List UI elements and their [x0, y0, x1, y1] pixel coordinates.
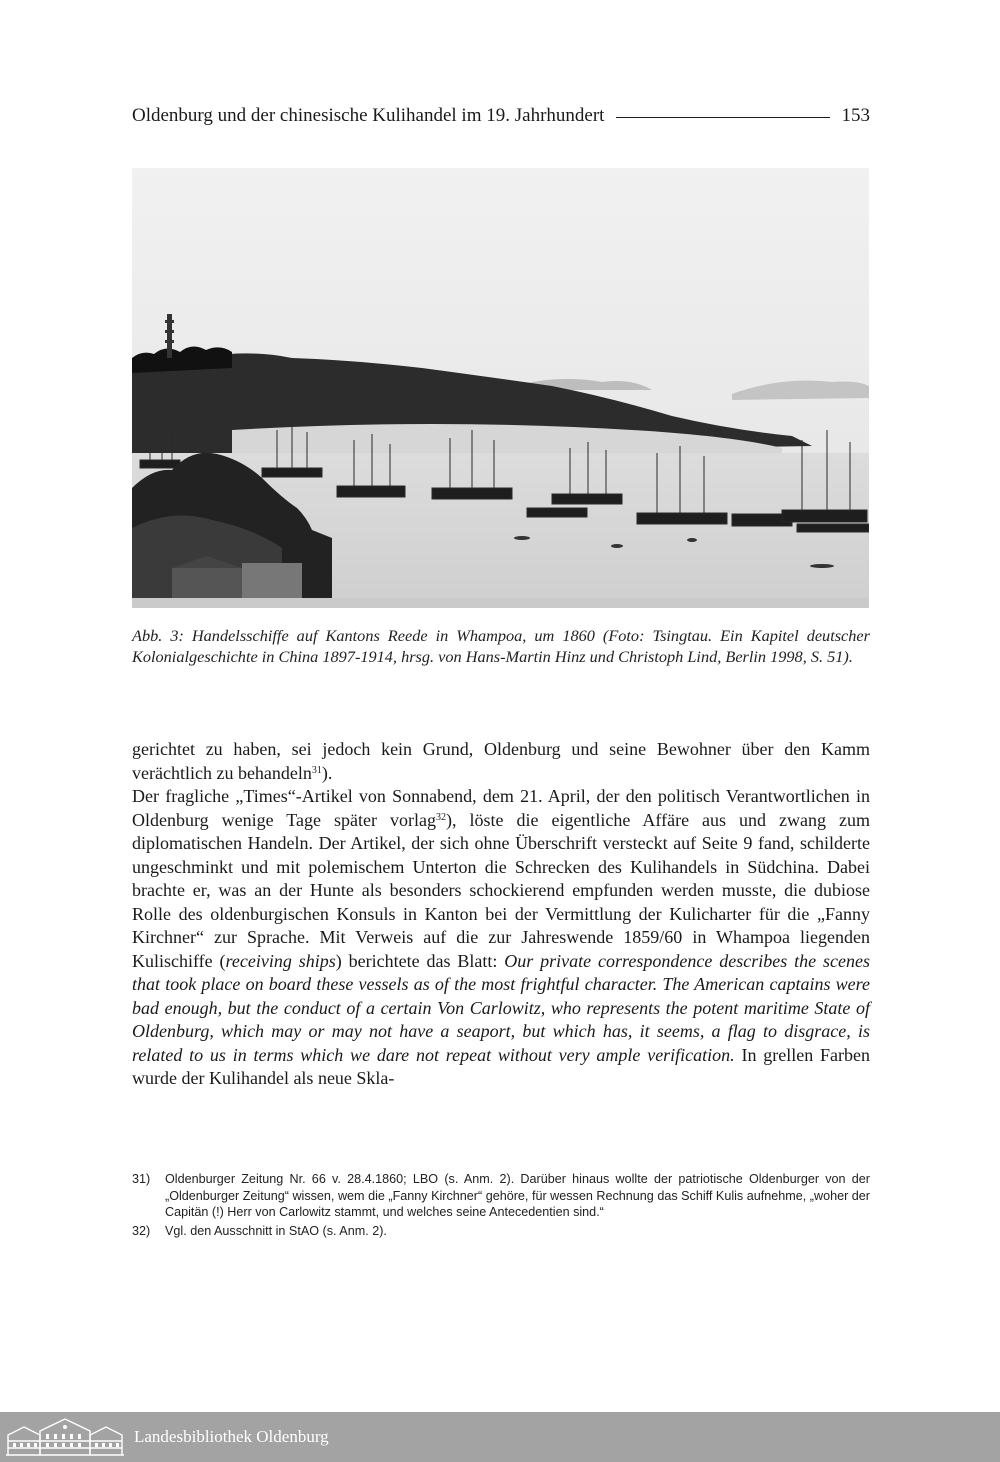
times-quote: Our private correspondence describes the scenes that took place on board these vessels as of the most frightful character. The American captains were bad enough, but the conduct of a certain Von Carlowitz, who represents the potent maritime State of Oldenburg, which may or may not have a seaport, but which has, it seems, a flag to disgrace, is related to us in terms which we dare not repeat without very ample verification. — [132, 950, 870, 1065]
footnote-number: 32) — [132, 1223, 151, 1238]
header-rule — [616, 117, 829, 118]
footnote-31 — [132, 1171, 870, 1221]
footnotes — [132, 1171, 870, 1241]
footnote-ref-32: 32 — [435, 811, 446, 823]
running-title: Oldenburg und der chinesische Kulihandel im 19. Jahrhundert — [132, 105, 605, 126]
paragraph-2-text-b: ), löste die eigentliche Affäre aus und zwang zum diplomatischen Handeln. Der Artikel, der sich ohne Überschrift versteckt auf Seite 9 fand, schilderte ungeschminkt und mit polemischem Unterton die Schrecken des Kulihandels in Südchina. Dabei brachte er, was an der Hunte als besonders schockierend empfunden werden musste, die dubiose Rolle des oldenburgischen Konsuls in Kanton bei der Vermittlung der Kulicharter für die „Fanny Kirchner“ zur Sprache. Mit Verweis auf die zur Jahreswende 1859/60 in Whampoa liegenden Kulischiffe ( — [132, 809, 870, 971]
paragraph-2-text-a: Der fragliche „Times“-Artikel von Sonnabend, dem 21. April, der den politisch Verantwortlichen in Oldenburg wenige Tage später vorlag — [132, 786, 870, 830]
footnote-text: Oldenburger Zeitung Nr. 66 v. 28.4.1860; LBO (s. Anm. 2). Darüber hinaus wollte der patriotische Oldenburger von der „Oldenburger Zeitung“ wissen, wem die „Fanny Kirchner“ gehöre, für wessen Rechnung das Schiff Kulis aufnehme, „woher der Capitän (!) Herr von Carlowitz stammt, und welches seine Antecedentien sind.“ — [165, 1172, 870, 1219]
footnote-ref-31: 31 — [311, 764, 322, 776]
paragraph-2 — [132, 785, 870, 1091]
paragraph-1-end: ). — [321, 762, 333, 783]
paragraph-2-text-d: In grellen Farben wurde der Kulihandel als neue Skla- — [132, 1044, 871, 1088]
footnote-number: 31) — [132, 1172, 151, 1186]
library-footer-bar — [0, 1412, 1000, 1462]
figure-caption: Abb. 3: Handelsschiffe auf Kantons Reede in Whampoa, um 1860 (Foto: Tsingtau. Ein Kapitel deutscher Kolonialgeschichte in China 1897-1914, hrsg. von Hans-Martin Hinz und Christoph Lind, Berlin 1998, S. 51). — [132, 626, 870, 666]
footnote-32 — [132, 1223, 870, 1240]
paragraph-2-text-c: ) berichtete das Blatt: — [335, 950, 505, 971]
body-text — [132, 738, 870, 1091]
harbor-illustration — [132, 168, 869, 608]
library-name: Landesbibliothek Oldenburg — [134, 1427, 329, 1446]
library-building-logo — [4, 1417, 126, 1457]
receiving-ships-term: receiving ships — [225, 950, 336, 971]
paragraph-1-text: gerichtet zu haben, sei jedoch kein Grund, Oldenburg und seine Bewohner über den Kamm verächtlich zu behandeln — [132, 739, 870, 783]
running-header — [132, 101, 870, 131]
paragraph-1 — [132, 738, 870, 785]
footnote-text: Vgl. den Ausschnitt in StAO (s. Anm. 2). — [165, 1223, 387, 1238]
page-number: 153 — [841, 105, 870, 126]
